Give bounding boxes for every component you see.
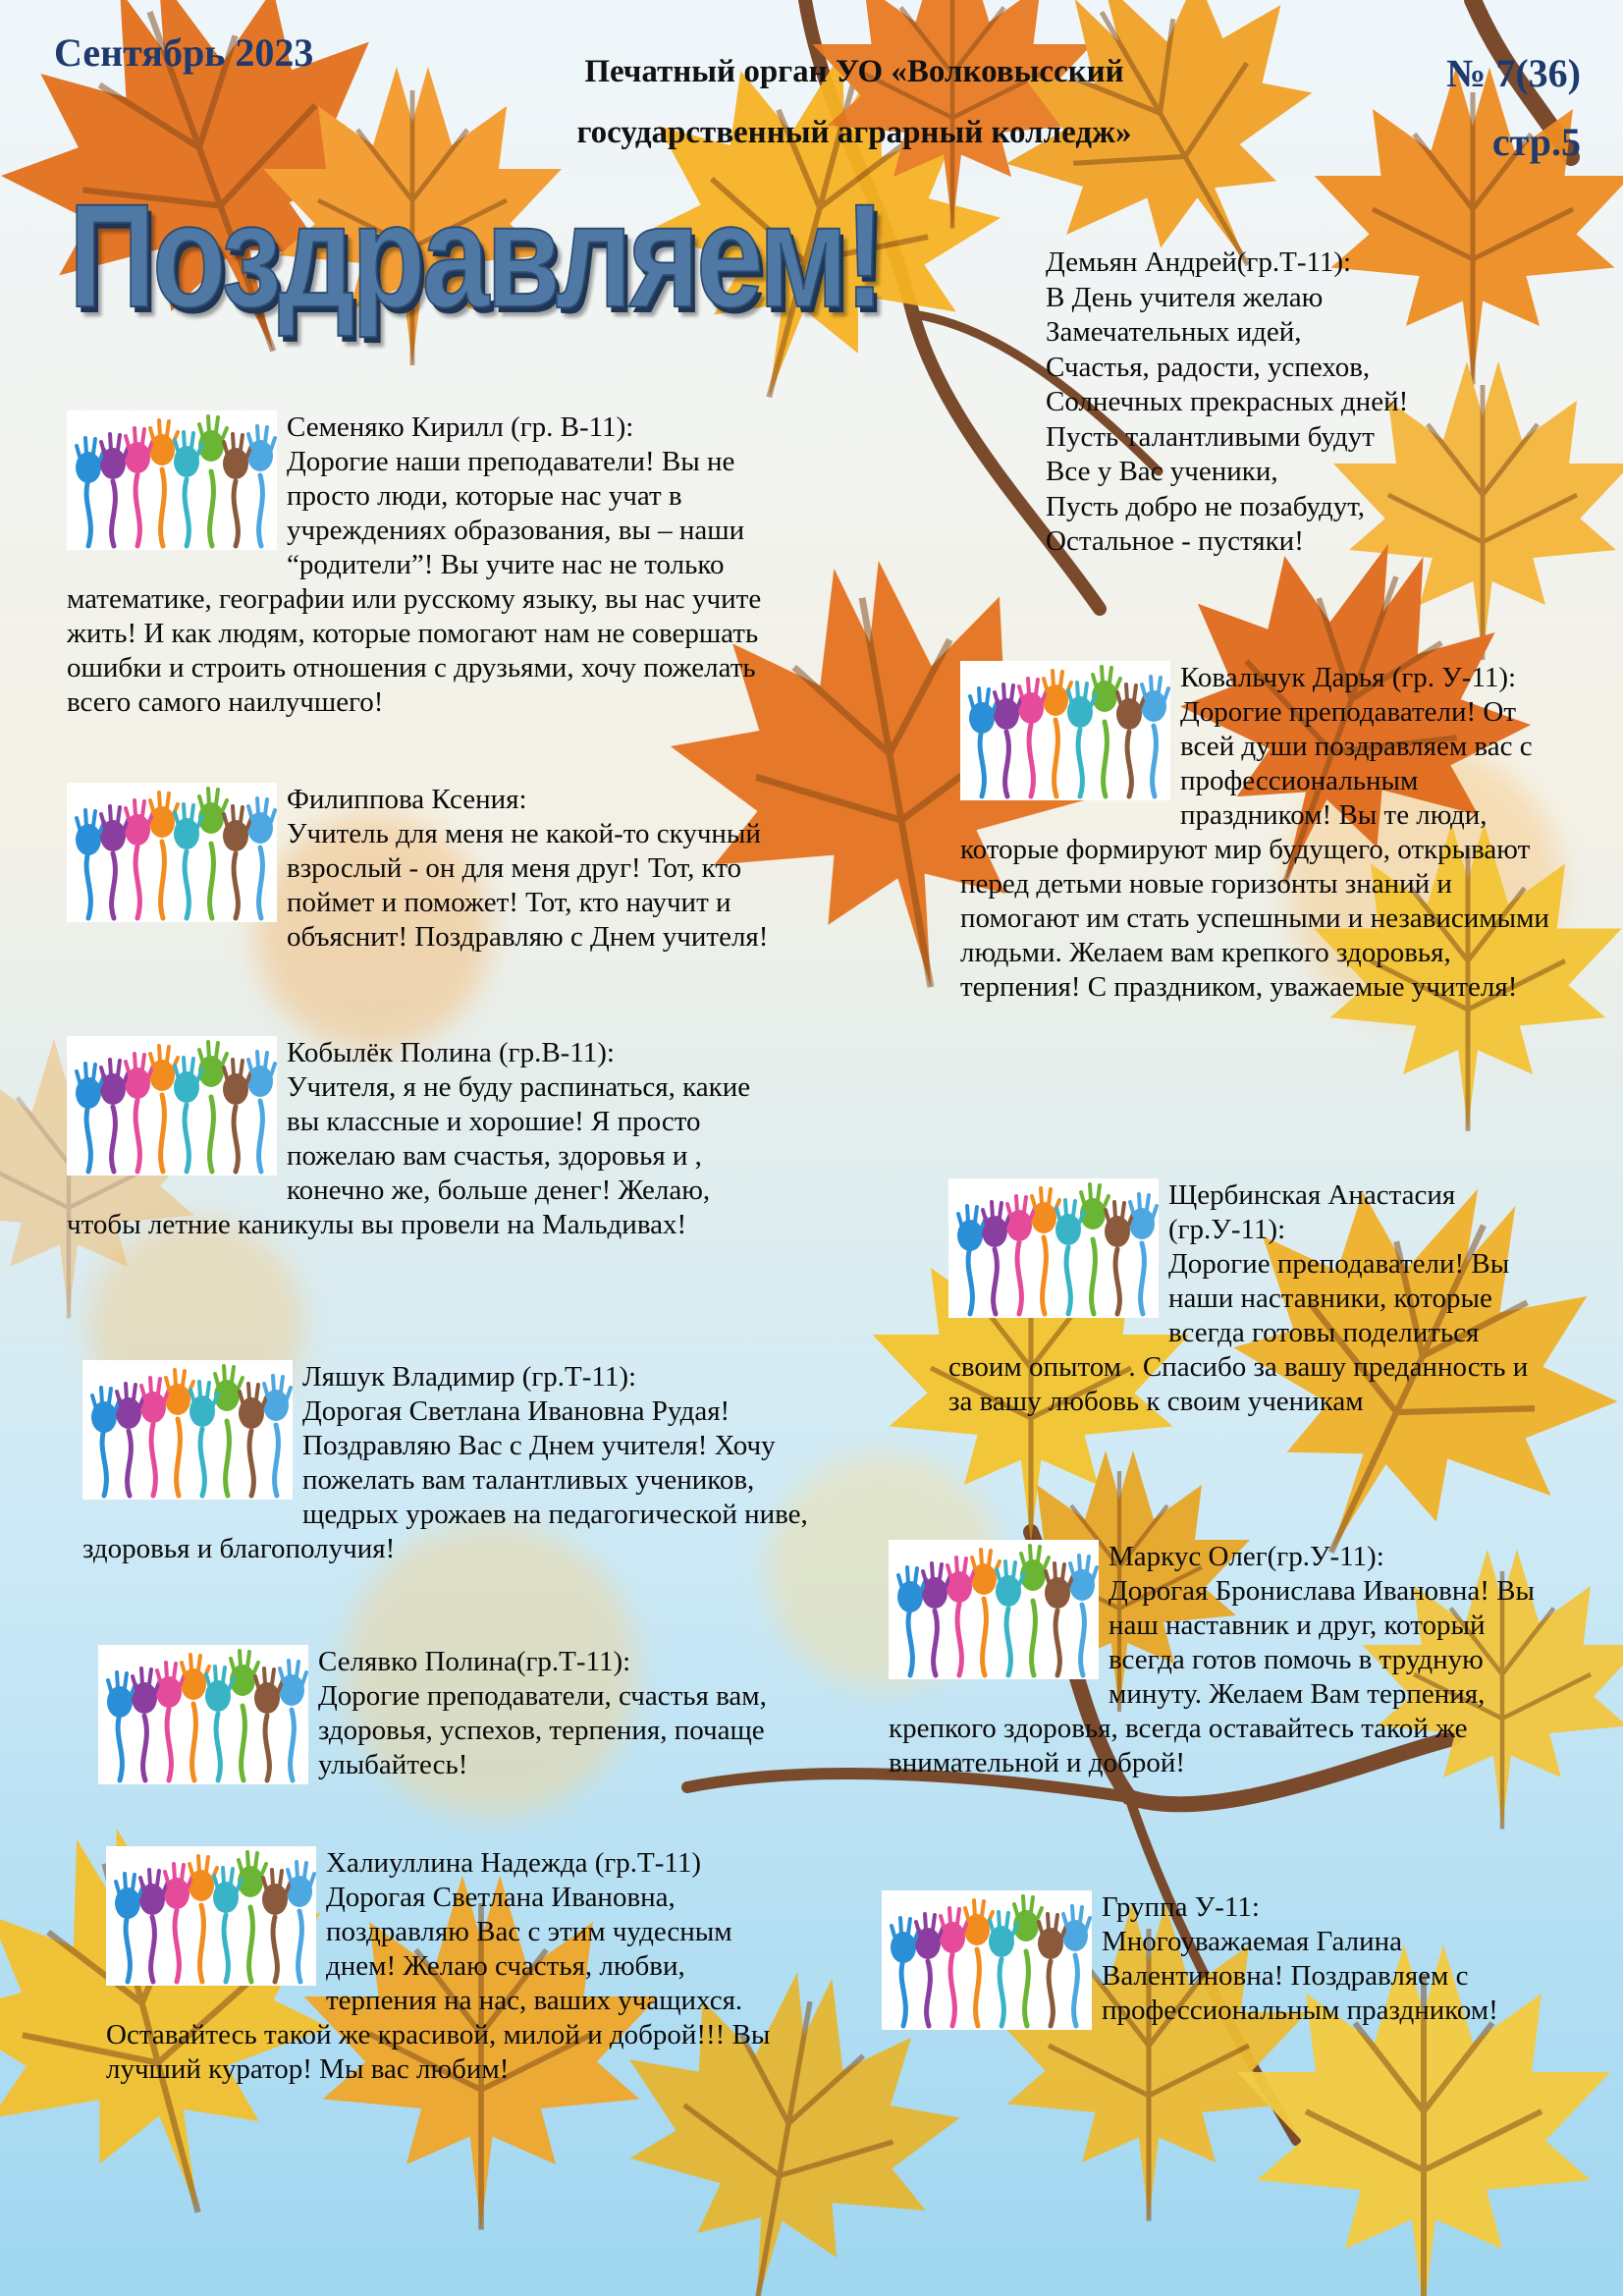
message-author: Семеняко Кирилл (гр. В-11): bbox=[287, 411, 634, 443]
publisher-line-1: Печатный орган УО «Волковысский bbox=[584, 54, 1124, 89]
message-author: Щербинская Анастасия (гр.У-11): bbox=[1168, 1179, 1456, 1245]
greeting-message bbox=[948, 1178, 1538, 1419]
message-author: Филиппова Ксения: bbox=[287, 784, 527, 815]
greeting-message bbox=[106, 1846, 793, 2087]
message-text: Учитель для меня не какой-то скучный взрослый - он для меня друг! Тот, кто поймет и поможет! Тот, кто научит и объяснит! Поздравляю с Днем учителя! bbox=[287, 818, 769, 953]
colorful-hands-icon bbox=[82, 1360, 293, 1500]
colorful-hands-icon bbox=[67, 783, 277, 922]
message-author: Ляшук Владимир (гр.Т-11): bbox=[302, 1361, 637, 1393]
colorful-hands-icon bbox=[67, 410, 277, 550]
poem-line: Пусть добро не позабудут, bbox=[1046, 490, 1366, 522]
message-text: Дорогие наши преподаватели! Вы не просто люди, которые нас учат в учреждениях образования, вы – наши “родители”! Вы учите нас не только математике, географии или русскому языку, вы нас учите жить! И как людям, которые помогают нам не совершать ошибки и строить отношения с друзьями, хочу пожелать всего самого наилучшего! bbox=[67, 446, 762, 718]
publisher-line-2: государственный аграрный колледж» bbox=[576, 115, 1132, 150]
message-text: Дорогая Светлана Ивановна Рудая! Поздравляю Вас с Днем учителя! Хочу пожелать вам талантливых учеников, щедрых урожаев на педагогической ниве, здоровья и благополучия! bbox=[82, 1395, 808, 1564]
poem-author: Демьян Андрей(гр.Т-11): bbox=[1046, 246, 1352, 278]
message-author: Халиуллина Надежда (гр.Т-11) bbox=[326, 1847, 701, 1879]
issue-number-block bbox=[1384, 39, 1581, 177]
colorful-hands-icon bbox=[98, 1645, 308, 1784]
poem-line: Солнечных прекрасных дней! bbox=[1046, 386, 1409, 417]
greeting-message bbox=[67, 410, 798, 720]
poem-line: Счастья, радости, успехов, bbox=[1046, 351, 1371, 383]
message-text: Многоуважаемая Галина Валентиновна! Поздравляем с профессиональным праздником! bbox=[1102, 1926, 1498, 2026]
message-author: Селявко Полина(гр.Т-11): bbox=[318, 1646, 631, 1677]
poem-line: В День учителя желаю bbox=[1046, 281, 1324, 313]
colorful-hands-icon bbox=[67, 1036, 277, 1175]
message-text: Учителя, я не буду распинаться, какие вы классные и хорошие! Я просто пожелаю вам счастья, здоровья и , конечно же, больше денег! Желаю, чтобы летние каникулы вы провели на Мальдивах! bbox=[67, 1071, 751, 1240]
message-author: Группа У-11: bbox=[1102, 1891, 1260, 1923]
colorful-hands-icon bbox=[960, 661, 1170, 800]
message-text: Дорогие преподаватели, счастья вам, здоровья, успехов, терпения, почаще улыбайтесь! bbox=[318, 1680, 767, 1780]
message-author: Ковальчук Дарья (гр. У-11): bbox=[1180, 662, 1517, 693]
greeting-message bbox=[889, 1540, 1556, 1780]
greeting-message bbox=[882, 1890, 1549, 2034]
colorful-hands-icon bbox=[889, 1540, 1099, 1679]
poem-line: Пусть талантливыми будут bbox=[1046, 420, 1375, 453]
page-title: Поздравляем! bbox=[69, 173, 882, 338]
issue-number: № 7(36) bbox=[1446, 51, 1581, 95]
message-text: Дорогие преподаватели! Вы наши наставники, которые всегда готовы поделиться своим опытом . Спасибо за вашу преданность и за вашу любовь к своим ученикам bbox=[948, 1248, 1529, 1417]
message-text: Дорогая Светлана Ивановна, поздравляю Вас с этим чудесным днем! Желаю счастья, любви, терпения на нас, ваших учащихся. Оставайтесь такой же красивой, милой и доброй!!! Вы лучший куратор! Мы вас любим! bbox=[106, 1882, 771, 2085]
greeting-message bbox=[960, 661, 1574, 1005]
poem bbox=[1046, 246, 1408, 560]
message-text: Дорогая Бронислава Ивановна! Вы наш наставник и друг, который всегда готов помочь в трудную минуту. Желаем Вам терпения, крепкого здоровья, всегда оставайтесь такой же внимательной и доброй! bbox=[889, 1575, 1535, 1778]
page-number: стр.5 bbox=[1491, 120, 1581, 164]
colorful-hands-icon bbox=[106, 1846, 316, 1986]
publisher-line bbox=[550, 41, 1159, 163]
greeting-message bbox=[67, 1036, 788, 1242]
colorful-hands-icon bbox=[948, 1178, 1159, 1318]
poem-line: Все у Вас ученики, bbox=[1046, 456, 1278, 487]
poem-line: Остальное - пустяки! bbox=[1046, 525, 1304, 557]
message-author: Кобылёк Полина (гр.В-11): bbox=[287, 1037, 615, 1068]
issue-date: Сентябрь 2023 bbox=[54, 30, 314, 75]
greeting-message bbox=[82, 1360, 809, 1566]
poem-line: Замечательных идей, bbox=[1046, 316, 1302, 348]
message-author: Маркус Олег(гр.У-11): bbox=[1109, 1541, 1384, 1572]
greeting-message bbox=[98, 1645, 795, 1788]
message-text: Дорогие преподаватели! От всей души поздравляем вас с профессиональным праздником! Вы те люди, которые формируют мир будущего, открывают перед детьми новые горизонты знаний и помогают им стать успешными и независимыми людьми. Желаем вам крепкого здоровья, терпения! С праздником, уважаемые учителя! bbox=[960, 696, 1549, 1003]
colorful-hands-icon bbox=[882, 1890, 1092, 2030]
greeting-message bbox=[67, 783, 784, 955]
